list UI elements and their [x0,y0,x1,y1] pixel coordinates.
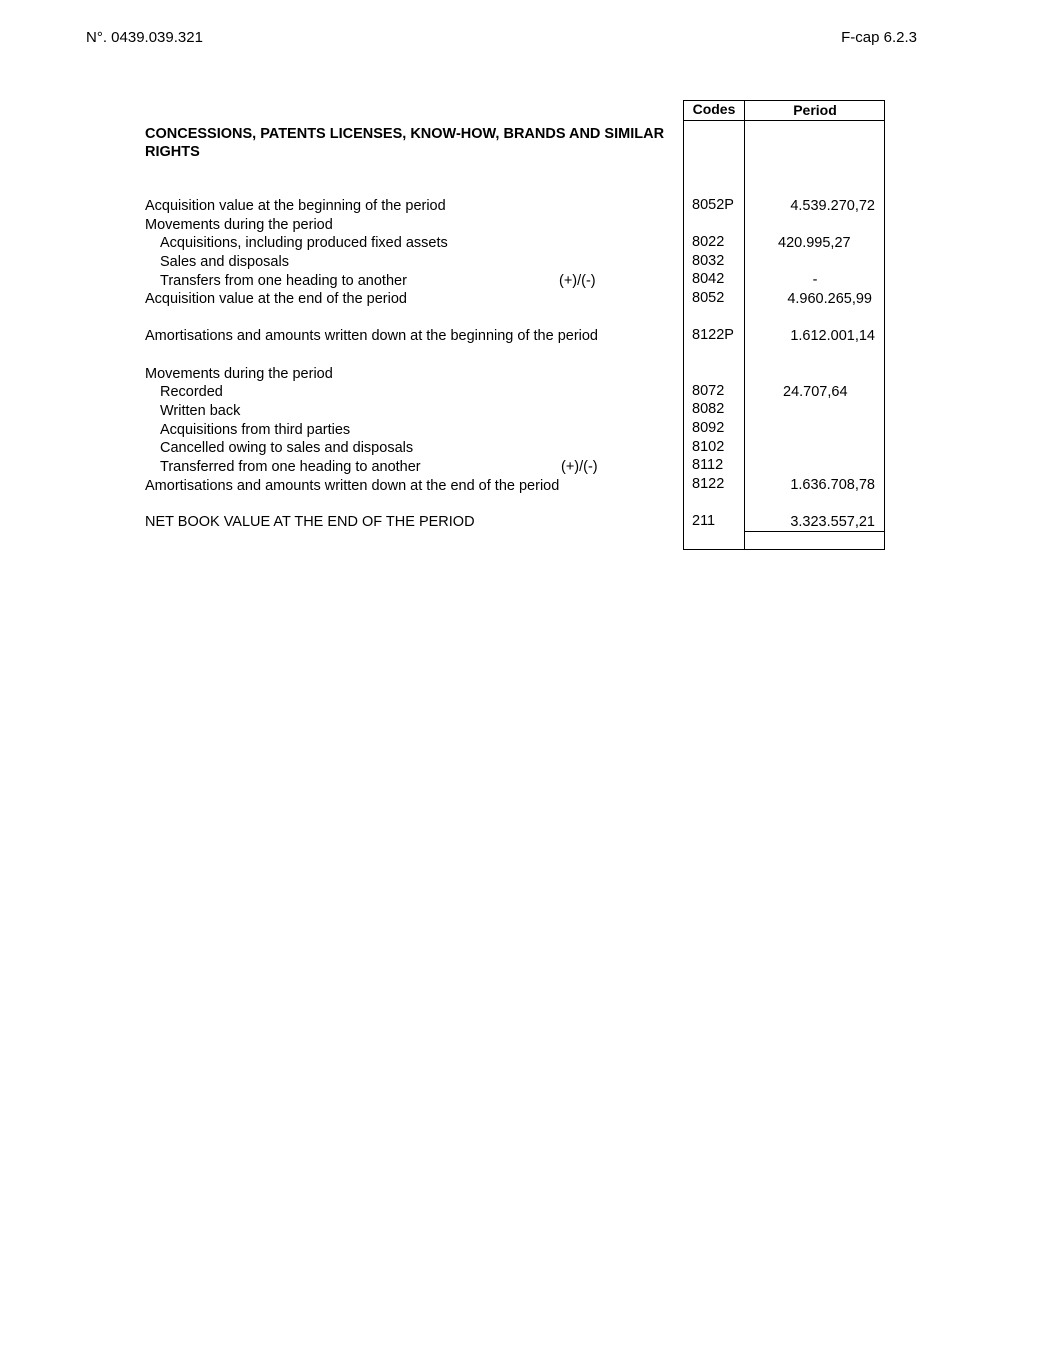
row-code-acquisition-end: 8052 [692,290,725,306]
header-divider [683,120,885,121]
row-code-amortisations-end: 8122 [692,476,725,492]
row-label-acquisition-begin: Acquisition value at the beginning of the period [145,198,446,214]
row-label-acquisitions: Acquisitions, including produced fixed assets [160,235,448,251]
row-label-transferred: Transferred from one heading to another [160,459,421,475]
section-title: CONCESSIONS, PATENTS LICENSES, KNOW-HOW, BRANDS AND SIMILAR RIGHTS [145,126,665,160]
total-underline [745,531,885,532]
row-value-amortisations-end: 1.636.708,78 [790,477,875,493]
row-label-transfers: Transfers from one heading to another [160,273,407,289]
row-code-acquisitions: 8022 [692,234,725,250]
row-code-recorded: 8072 [692,383,725,399]
row-label-cancelled: Cancelled owing to sales and disposals [160,440,414,456]
row-code-third-parties: 8092 [692,420,725,436]
row-label-third-parties: Acquisitions from third parties [160,422,351,438]
row-code-amortisations-begin: 8122P [692,327,734,343]
row-code-written-back: 8082 [692,401,725,417]
row-label-sales-disposals: Sales and disposals [160,254,289,270]
document-number: N°. 0439.039.321 [86,29,203,46]
codes-column-header: Codes [692,101,736,117]
row-label-amortisations-begin: Amortisations and amounts written down at the beginning of the period [145,328,598,344]
row-code-sales-disposals: 8032 [692,253,725,269]
row-label-recorded: Recorded [160,384,223,400]
column-divider [744,100,745,550]
row-code-transferred: 8112 [692,457,724,473]
row-sign-transfers: (+)/(-) [559,273,596,289]
row-label-acquisition-end: Acquisition value at the end of the period [145,291,407,307]
row-value-acquisitions: 420.995,27 [778,235,851,251]
row-code-net-book-value: 211 [692,513,716,529]
row-code-cancelled: 8102 [692,439,725,455]
row-label-amortisations-end: Amortisations and amounts written down at the end of the period [145,478,560,494]
row-value-amortisations-begin: 1.612.001,14 [790,328,875,344]
row-code-acquisition-begin: 8052P [692,197,734,213]
row-value-acquisition-end: 4.960.265,99 [787,291,872,307]
row-value-transfers: - [812,272,818,288]
row-value-net-book-value: 3.323.557,21 [790,514,875,530]
row-value-recorded: 24.707,64 [783,384,848,400]
row-sign-transferred: (+)/(-) [561,459,598,475]
row-label-written-back: Written back [160,403,241,419]
row-code-transfers: 8042 [692,271,725,287]
form-code: F-cap 6.2.3 [841,29,917,46]
row-label-net-book-value: NET BOOK VALUE AT THE END OF THE PERIOD [145,514,475,530]
row-label-movements-1: Movements during the period [145,217,333,233]
row-value-acquisition-begin: 4.539.270,72 [790,198,875,214]
period-column-header: Period [793,102,837,118]
row-label-movements-2: Movements during the period [145,366,333,382]
